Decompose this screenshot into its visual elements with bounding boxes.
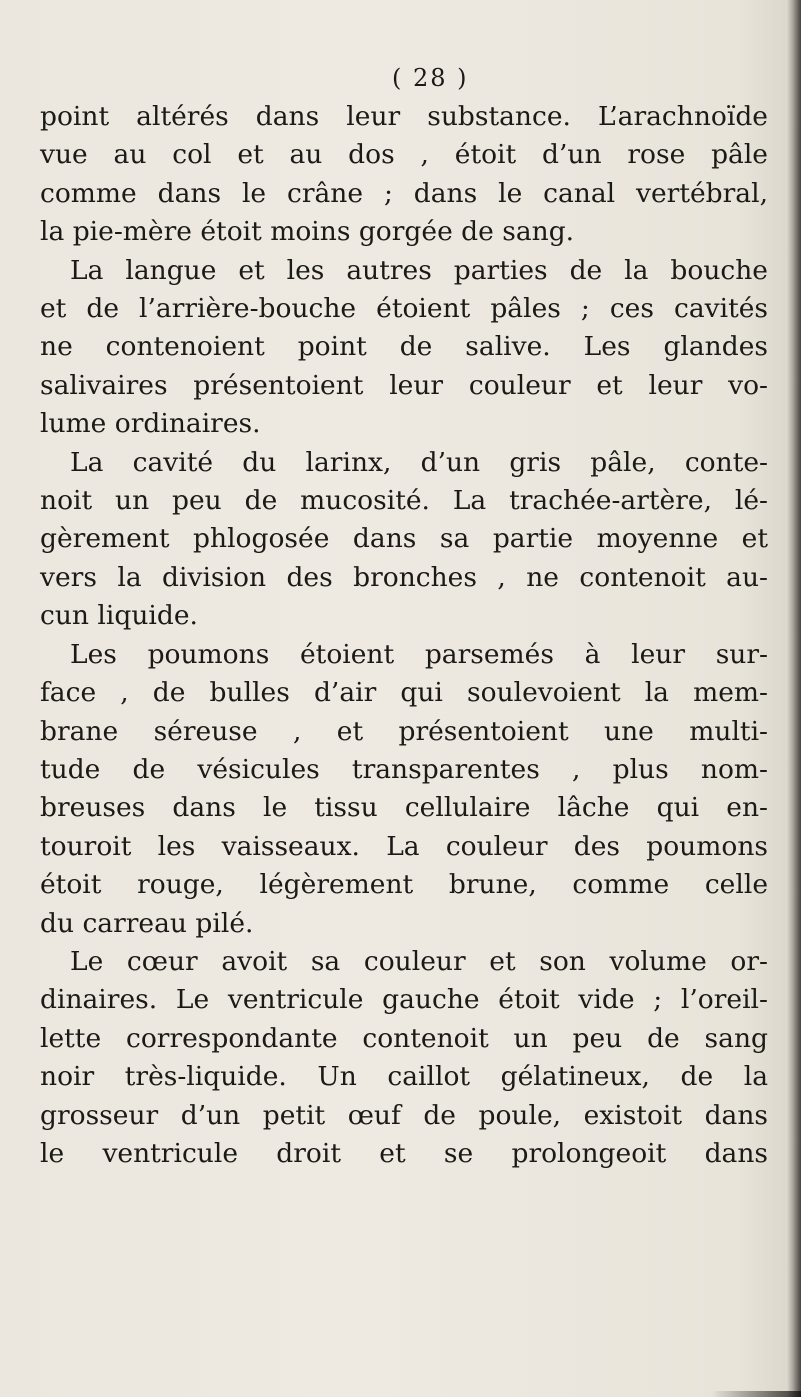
text-line: lette correspondante contenoit un peu de sang — [40, 1022, 768, 1054]
text-line: la pie-mère étoit moins gorgée de sang. — [40, 216, 575, 248]
text-line: touroit les vaisseaux. La couleur des poumons — [40, 830, 768, 862]
text-line: noit un peu de mucosité. La trachée-artère, lé- — [40, 485, 768, 517]
text-line: le ventricule droit et se prolongeoit dans — [40, 1137, 768, 1169]
body-text — [40, 98, 768, 1173]
text-line: La langue et les autres parties de la bouche — [70, 254, 768, 286]
text-line: Le cœur avoit sa couleur et son volume or- — [70, 945, 768, 977]
page-binding-shadow — [787, 0, 801, 1397]
text-line: ne contenoient point de salive. Les glandes — [40, 331, 768, 363]
text-line: étoit rouge, légèrement brune, comme celle — [40, 869, 768, 901]
text-line: et de l’arrière-bouche étoient pâles ; ces cavités — [40, 293, 768, 325]
text-line: breuses dans le tissu cellulaire lâche qui en- — [40, 792, 768, 824]
text-line: vers la division des bronches , ne contenoit au- — [40, 561, 768, 593]
text-line: noir très-liquide. Un caillot gélatineux, de la — [40, 1061, 768, 1093]
page-corner-shadow — [711, 1391, 801, 1397]
text-line: lume ordinaires. — [40, 408, 261, 440]
text-line: Les poumons étoient parsemés à leur sur- — [70, 638, 768, 670]
text-line: dinaires. Le ventricule gauche étoit vide ; l’oreil- — [40, 984, 768, 1016]
text-line: salivaires présentoient leur couleur et leur vo- — [40, 369, 768, 401]
text-line: tude de vésicules transparentes , plus nom- — [40, 753, 768, 785]
text-line: brane séreuse , et présentoient une multi- — [40, 715, 768, 747]
text-line: point altérés dans leur substance. L’arachnoïde — [40, 101, 768, 132]
text-line: face , de bulles d’air qui soulevoient la mem- — [40, 677, 768, 709]
text-line: du carreau pilé. — [40, 907, 254, 939]
text-line: grosseur d’un petit œuf de poule, existoit dans — [40, 1099, 768, 1131]
text-line: comme dans le crâne ; dans le canal vertébral, — [40, 177, 768, 209]
text-line: cun liquide. — [40, 600, 198, 632]
page-number: ( 28 ) — [392, 64, 469, 92]
text-line: vue au col et au dos , étoit d’un rose pâle — [40, 139, 768, 171]
text-line: gèrement phlogosée dans sa partie moyenne et — [40, 523, 768, 555]
text-line: La cavité du larinx, d’un gris pâle, conte- — [70, 446, 768, 478]
